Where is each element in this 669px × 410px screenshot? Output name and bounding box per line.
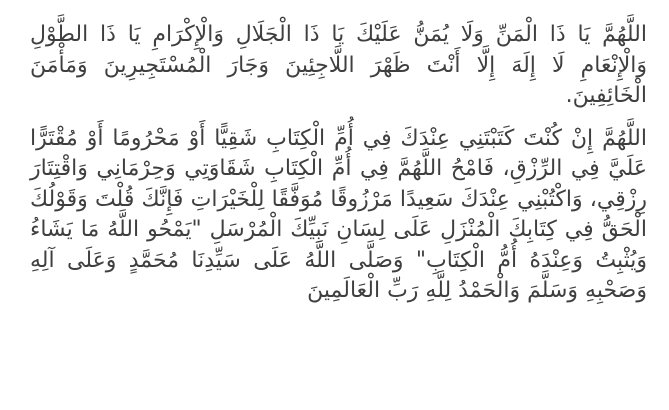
dua-document — [30, 20, 647, 307]
dua-paragraph-1: اللَّهُمَّ يَا ذَا الْمَنِّ وَلَا يُمَنُّ عَلَيْكَ يَا ذَا الْجَلَالِ وَالْإِكْرَامِ يَا ذَا الطَّوْلِ وَالْإِنْعَامِ لَا إِلَهَ إِلَّا أَنْتَ ظَهْرَ اللَّاجِئِينَ وَجَارَ الْمُسْتَجِيرِينَ وَمَأْمَنَ الْخَائِفِينَ. — [30, 22, 647, 108]
dua-paragraph-2: اللَّهُمَّ إِنْ كُنْتَ كَتَبْتَنِي عِنْدَكَ فِي أُمِّ الْكِتَابِ شَقِيًّا أَوْ مَحْرُومًا أَوْ مُقْتَرًّا عَلَيَّ فِي الرِّزْقِ، فَامْحُ اللَّهُمَّ فِي أُمِّ الْكِتَابِ شَقَاوَتِي وَحِرْمَانِي وَاقْتِتَارَ رِزْقِي، وَاكْتُبْنِي عِنْدَكَ سَعِيدًا مَرْزُوقًا مُوَفَّقًا لِلْخَيْرَاتِ فَإِنَّكَ قُلْتَ وَقَوْلُكَ الْحَقُّ فِي كِتَابِكَ الْمُنْزَلِ عَلَى لِسَانِ نَبِيِّكَ الْمُرْسَلِ "يَمْحُو اللَّهُ مَا يَشَاءُ وَيُثْبِتُ وَعِنْدَهُ أُمُّ الْكِتَابِ" وَصَلَّى اللَّهُ عَلَى سَيِّدِنَا مُحَمَّدٍ وَعَلَى آلِهِ وَصَحْبِهِ وَسَلَّمَ وَالْحَمْدُ لِلَّهِ رَبِّ الْعَالَمِينَ — [30, 125, 647, 303]
